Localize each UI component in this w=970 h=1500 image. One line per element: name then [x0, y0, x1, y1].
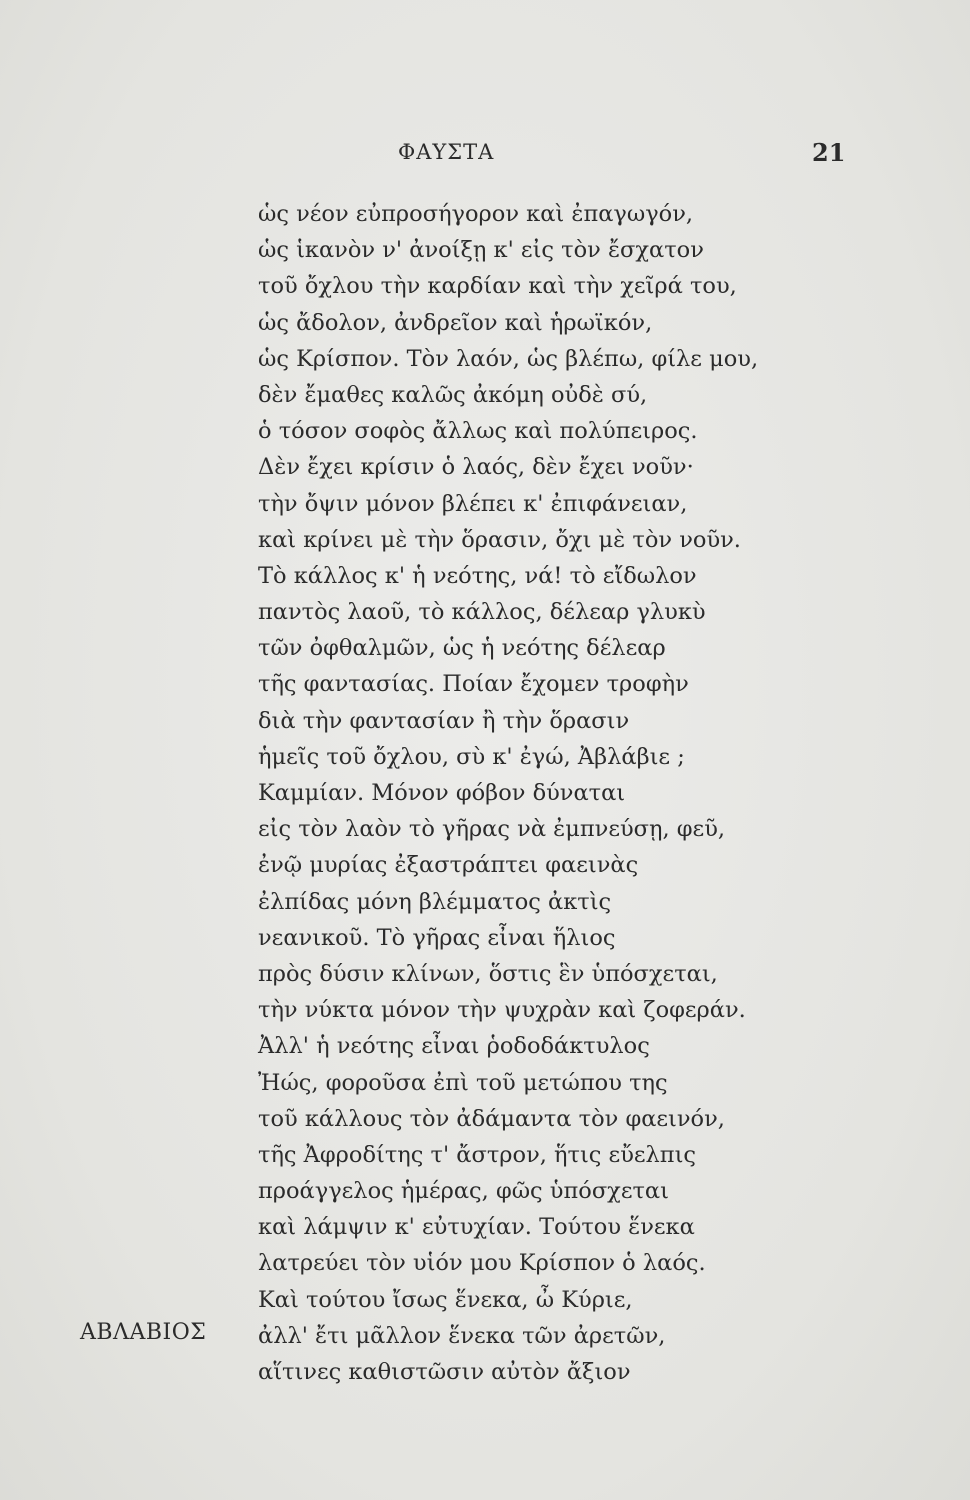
- verse-line: τῆς Ἀφροδίτης τ' ἄστρον, ἥτις εὔελπις: [258, 1141, 697, 1168]
- verse-line: καὶ κρίνει μὲ τὴν ὅρασιν, ὄχι μὲ τὸν νοῦν.: [258, 526, 741, 553]
- verse-line: παντὸς λαοῦ, τὸ κάλλος, δέλεαρ γλυκὺ: [258, 599, 706, 626]
- verse-line: ὡς ἱκανὸν ν' ἀνοίξῃ κ' εἰς τὸν ἔσχατον: [258, 237, 704, 264]
- verse-line: Ἀλλ' ἡ νεότης εἶναι ῥοδοδάκτυλος: [258, 1033, 650, 1060]
- running-title: ΦΑΥΣΤΑ: [398, 140, 495, 164]
- running-head: [0, 140, 970, 170]
- verse-line: ἡμεῖς τοῦ ὄχλου, σὺ κ' ἐγώ, Ἀβλάβιε ;: [258, 743, 685, 770]
- verse-line: νεανικοῦ. Τὸ γῆρας εἶναι ἥλιος: [258, 924, 616, 951]
- verse-line: δὲν ἔμαθες καλῶς ἀκόμη οὐδὲ σύ,: [258, 381, 648, 408]
- verse-line: τοῦ ὄχλου τὴν καρδίαν καὶ τὴν χεῖρά του,: [258, 273, 737, 300]
- verse-line: τὴν νύκτα μόνον τὴν ψυχρὰν καὶ ζοφεράν.: [258, 997, 746, 1024]
- verse-line: προάγγελος ἡμέρας, φῶς ὑπόσχεται: [258, 1178, 669, 1205]
- verse-line: τῶν ὀφθαλμῶν, ὡς ἡ νεότης δέλεαρ: [258, 635, 666, 662]
- verse-line: τῆς φαντασίας. Ποίαν ἔχομεν τροφὴν: [258, 671, 689, 698]
- verse-line: Ἠώς, φοροῦσα ἐπὶ τοῦ μετώπου της: [258, 1069, 668, 1096]
- verse-line: λατρεύει τὸν υἱόν μου Κρίσπον ὁ λαός.: [258, 1250, 706, 1277]
- verse-line: Καὶ τούτου ἴσως ἕνεκα, ὦ Κύριε,: [258, 1286, 633, 1313]
- verse-line: τὴν ὄψιν μόνον βλέπει κ' ἐπιφάνειαν,: [258, 490, 688, 517]
- verse-line: ὡς ἄδολον, ἀνδρεῖον καὶ ἡρωϊκόν,: [258, 309, 653, 336]
- verse-line: ὁ τόσον σοφὸς ἄλλως καὶ πολύπειρος.: [258, 418, 698, 445]
- page-number: 21: [812, 138, 846, 167]
- verse-line: Καμμίαν. Μόνον φόβον δύναται: [258, 780, 626, 806]
- verse-line: ἐλπίδας μόνη βλέμματος ἀκτὶς: [258, 888, 612, 915]
- verse-line: εἰς τὸν λαὸν τὸ γῆρας νὰ ἐμπνεύσῃ, φεῦ,: [258, 816, 726, 843]
- verse-line: πρὸς δύσιν κλίνων, ὅστις ἓν ὑπόσχεται,: [258, 960, 718, 987]
- verse-line: Δὲν ἔχει κρίσιν ὁ λαός, δὲν ἔχει νοῦν·: [258, 454, 694, 481]
- verse-line: διὰ τὴν φαντασίαν ἢ τὴν ὅρασιν: [258, 707, 630, 734]
- speaker-name: ΑΒΛΑΒΙΟΣ: [80, 1320, 207, 1345]
- verse-line: ὡς νέον εὐπροσήγορον καὶ ἐπαγωγόν,: [258, 201, 694, 227]
- verse-line: ἐνῷ μυρίας ἐξαστράπτει φαεινὰς: [258, 852, 639, 879]
- verse-line: ὡς Κρίσπον. Τὸν λαόν, ὡς βλέπω, φίλε μου,: [258, 345, 759, 372]
- verse-text: [258, 196, 818, 1390]
- verse-line: αἵτινες καθιστῶσιν αὐτὸν ἄξιον: [258, 1359, 631, 1385]
- verse-line: Τὸ κάλλος κ' ἡ νεότης, νά! τὸ εἴδωλον: [258, 562, 697, 589]
- verse-line: τοῦ κάλλους τὸν ἀδάμαντα τὸν φαεινόν,: [258, 1105, 725, 1132]
- verse-line: καὶ λάμψιν κ' εὐτυχίαν. Τούτου ἕνεκα: [258, 1214, 695, 1241]
- verse-line: ἀλλ' ἔτι μᾶλλον ἕνεκα τῶν ἀρετῶν,: [258, 1322, 666, 1349]
